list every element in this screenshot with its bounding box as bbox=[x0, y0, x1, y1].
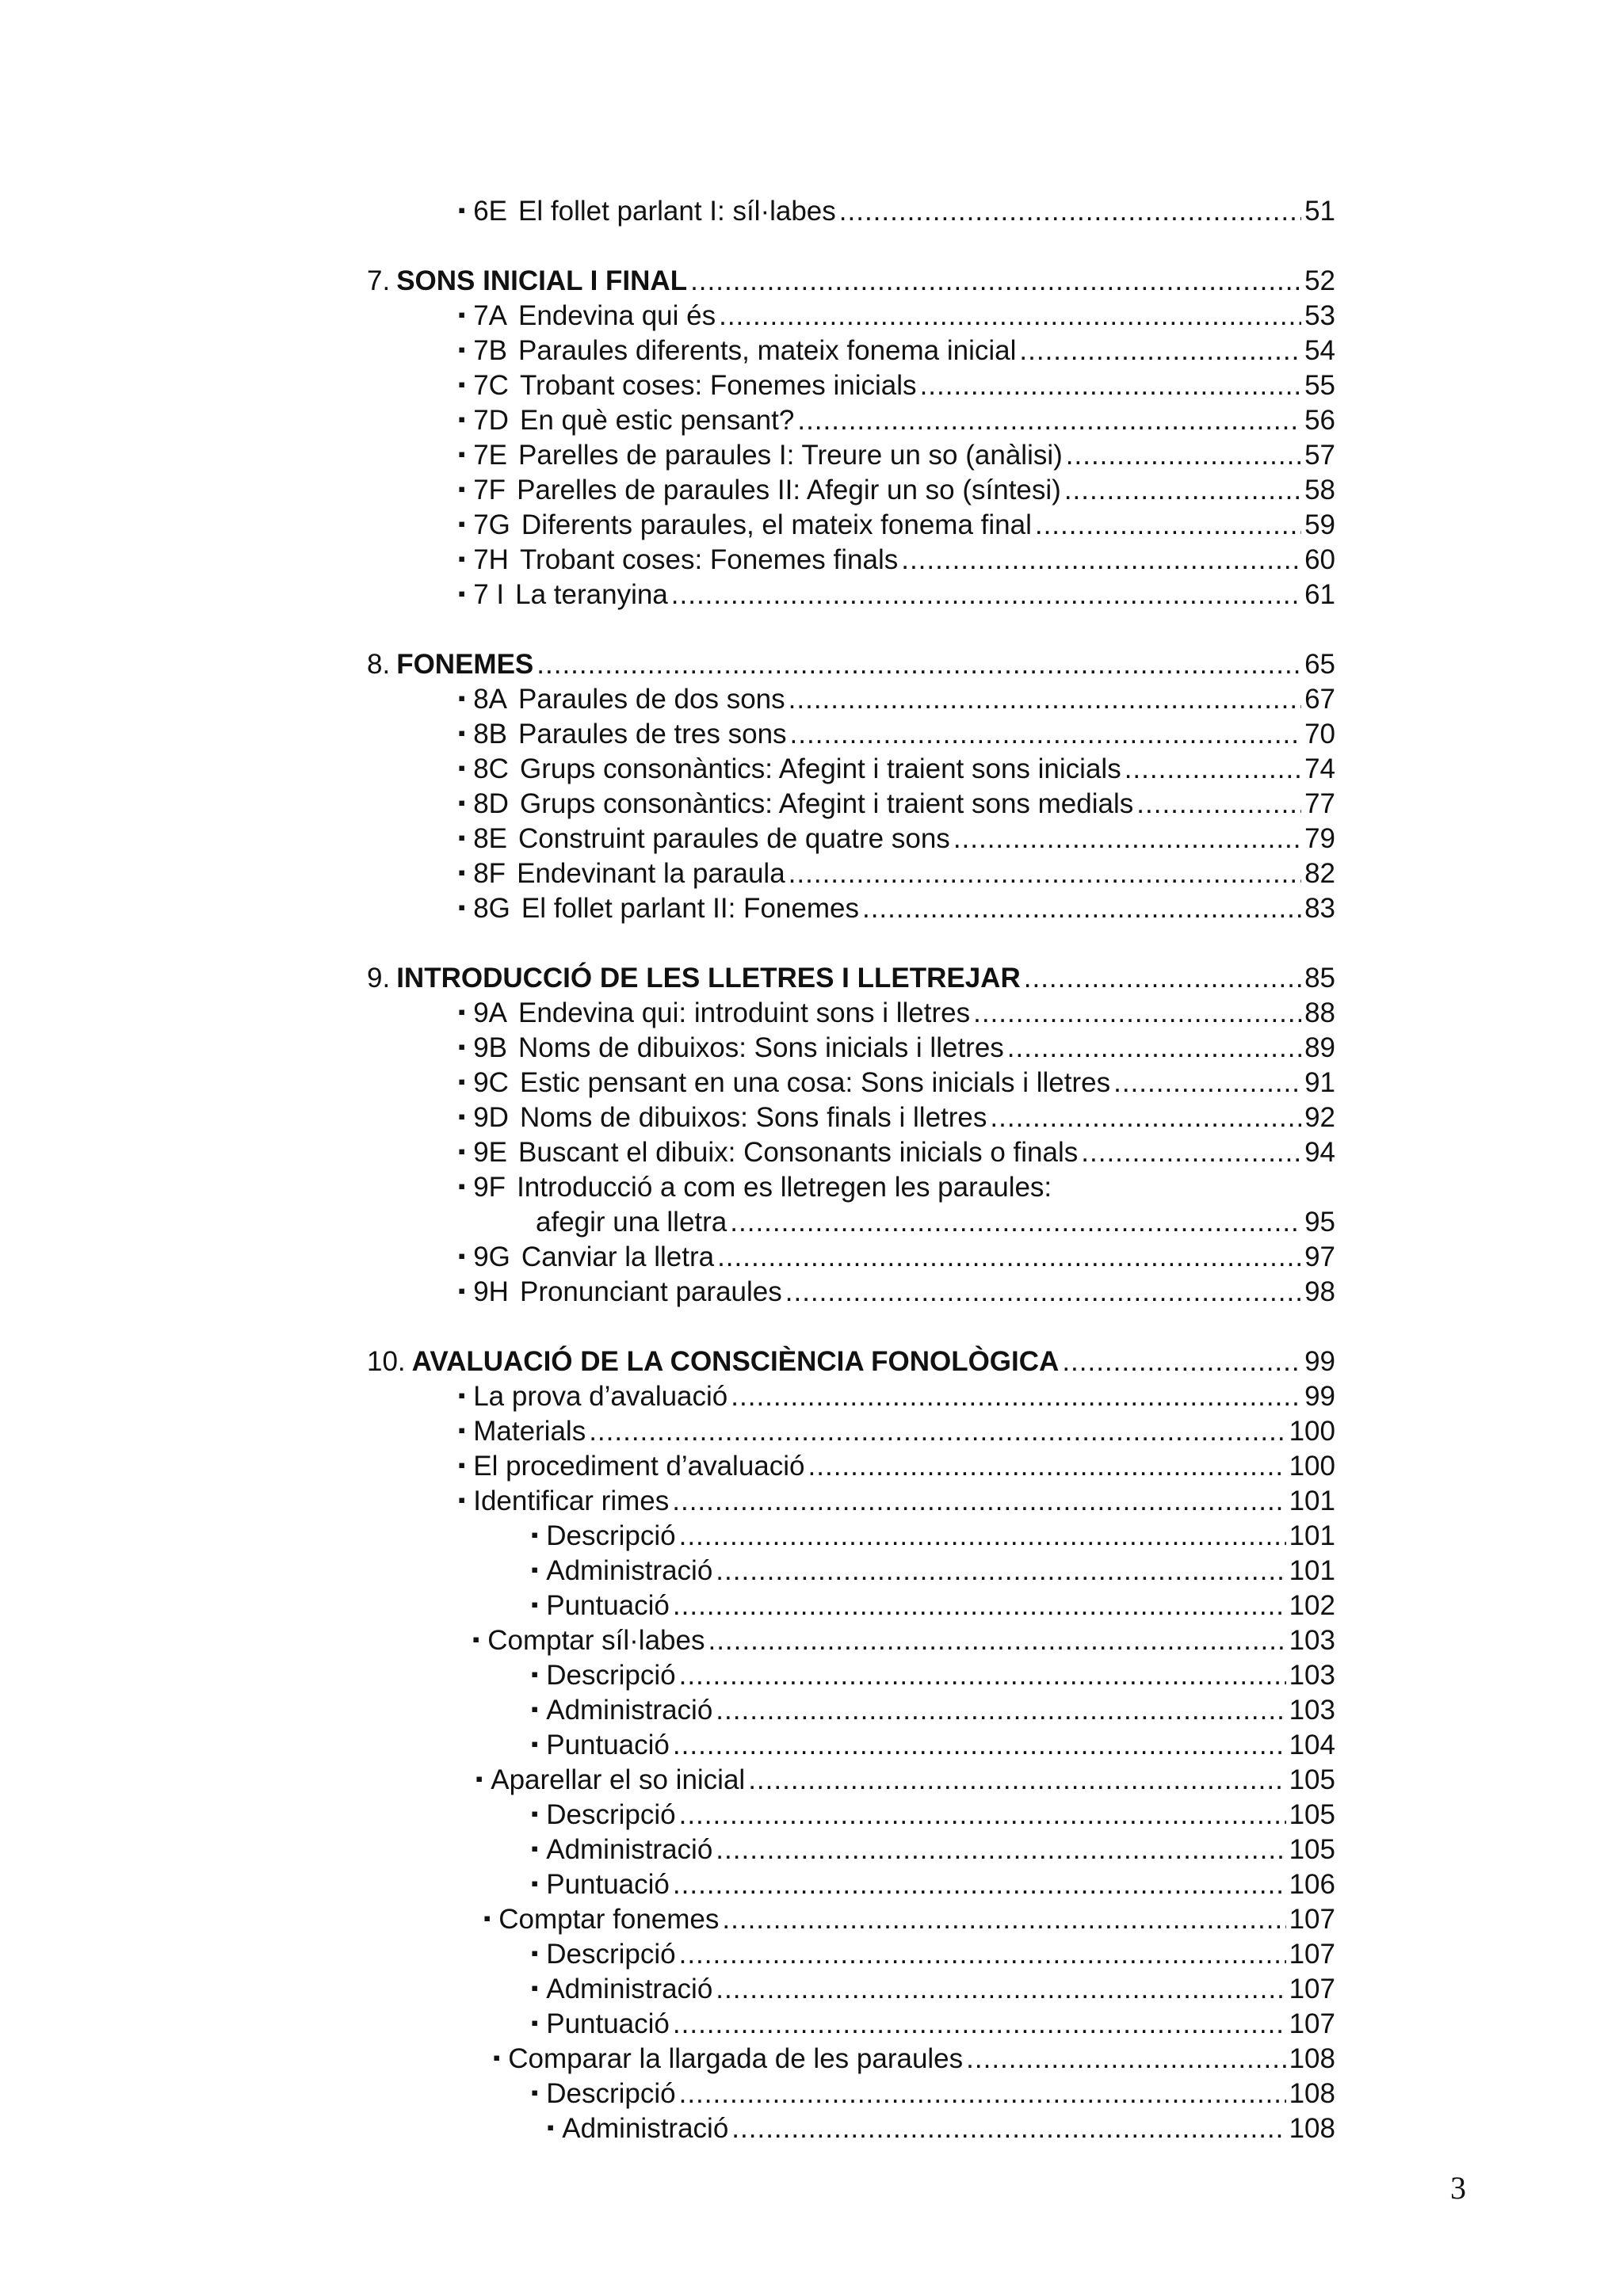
entry-page-number: 92 bbox=[1304, 1102, 1335, 1133]
entry-title: La prova d’avaluació bbox=[473, 1381, 728, 1412]
dot-leader bbox=[1007, 1031, 1301, 1066]
toc-entry bbox=[531, 1937, 1335, 1972]
dot-leader bbox=[901, 543, 1301, 578]
bullet-icon: ▪ bbox=[458, 372, 466, 396]
dot-leader bbox=[1024, 961, 1301, 996]
entry-title: Grups consonàntics: Afegint i traient sons inicials bbox=[519, 753, 1121, 784]
entry-title: afegir una lletra bbox=[536, 1207, 727, 1238]
bullet-icon: ▪ bbox=[531, 1732, 539, 1756]
bullet-icon: ▪ bbox=[531, 1697, 539, 1721]
toc-entry bbox=[458, 1100, 1335, 1135]
entry-title: Puntuació bbox=[546, 1869, 670, 1900]
entry-title: Comptar fonemes bbox=[498, 1904, 720, 1935]
dot-leader bbox=[690, 264, 1301, 299]
bullet-icon: ▪ bbox=[458, 407, 466, 431]
dot-leader bbox=[790, 717, 1302, 752]
entry-title: Diferents paraules, el mateix fonema final bbox=[521, 509, 1032, 540]
toc-entry bbox=[458, 752, 1335, 787]
entry-title: Noms de dibuixos: Sons inicials i lletres bbox=[518, 1032, 1004, 1063]
entry-title: Construint paraules de quatre sons bbox=[518, 823, 950, 854]
entry-title: Endevina qui: introduint sons i lletres bbox=[518, 997, 971, 1028]
toc-chapter bbox=[367, 1344, 1335, 1379]
entry-page-number: 103 bbox=[1289, 1660, 1335, 1691]
entry-title: SONS INICIAL I FINAL bbox=[396, 265, 688, 296]
dot-leader bbox=[708, 1623, 1285, 1658]
dot-leader bbox=[789, 856, 1301, 891]
entry-title: Administració bbox=[546, 1555, 713, 1586]
section-code: 7G bbox=[473, 509, 510, 540]
entry-page-number: 100 bbox=[1289, 1451, 1335, 1482]
entry-title: Materials bbox=[473, 1416, 586, 1447]
entry-title: Descripció bbox=[546, 1939, 676, 1970]
bullet-icon: ▪ bbox=[531, 2011, 539, 2035]
toc-entry bbox=[458, 856, 1335, 891]
entry-title: Descripció bbox=[546, 1799, 676, 1830]
entry-page-number: 107 bbox=[1289, 1939, 1335, 1970]
toc-entry bbox=[458, 717, 1335, 752]
toc-chapter bbox=[367, 264, 1335, 299]
entry-title: Trobant coses: Fonemes finals bbox=[519, 544, 899, 575]
entry-page-number: 105 bbox=[1289, 1764, 1335, 1795]
entry-page-number: 88 bbox=[1304, 997, 1335, 1028]
dot-leader bbox=[920, 368, 1302, 403]
dot-leader bbox=[966, 2042, 1285, 2077]
toc-entry bbox=[531, 1554, 1335, 1589]
toc-entry bbox=[531, 1693, 1335, 1728]
entry-title: Administració bbox=[546, 1834, 713, 1865]
entry-title: Identificar rimes bbox=[473, 1486, 670, 1516]
entry-page-number: 70 bbox=[1304, 719, 1335, 749]
dot-leader bbox=[673, 1589, 1286, 1623]
entry-page-number: 99 bbox=[1304, 1381, 1335, 1412]
section-code: 8A bbox=[473, 684, 508, 715]
section-code: 6E bbox=[473, 196, 508, 227]
bullet-icon: ▪ bbox=[458, 1174, 466, 1198]
entry-title: Noms de dibuixos: Sons finals i lletres bbox=[519, 1102, 987, 1133]
bullet-icon: ▪ bbox=[458, 826, 466, 849]
dot-leader bbox=[537, 647, 1301, 682]
toc-entry bbox=[458, 508, 1335, 543]
toc-entry bbox=[458, 682, 1335, 717]
entry-page-number: 98 bbox=[1304, 1276, 1335, 1307]
dot-leader bbox=[672, 1484, 1285, 1519]
entry-page-number: 101 bbox=[1289, 1520, 1335, 1551]
toc-entry bbox=[531, 1972, 1335, 2007]
dot-leader bbox=[973, 996, 1301, 1031]
dot-leader bbox=[1035, 508, 1301, 543]
entry-page-number: 58 bbox=[1304, 475, 1335, 505]
entry-title: Pronunciant paraules bbox=[519, 1276, 782, 1307]
entry-page-number: 100 bbox=[1289, 1416, 1335, 1447]
section-code: 9A bbox=[473, 997, 508, 1028]
section-code: 7 I bbox=[473, 579, 505, 610]
entry-title: El follet parlant II: Fonemes bbox=[521, 893, 859, 924]
entry-title: Endevina qui és bbox=[518, 300, 716, 331]
entry-title: El follet parlant I: síl·labes bbox=[518, 196, 836, 227]
section-code: 7F bbox=[473, 475, 506, 505]
entry-title: Estic pensant en una cosa: Sons inicials i lletres bbox=[519, 1067, 1111, 1098]
section-code: 8B bbox=[473, 719, 508, 749]
bullet-icon: ▪ bbox=[458, 1488, 466, 1512]
bullet-icon: ▪ bbox=[458, 1383, 466, 1407]
bullet-icon: ▪ bbox=[458, 721, 466, 745]
dot-leader bbox=[731, 2111, 1285, 2146]
entry-page-number: 59 bbox=[1304, 509, 1335, 540]
entry-title: Canviar la lletra bbox=[521, 1241, 715, 1272]
entry-page-number: 57 bbox=[1304, 440, 1335, 471]
entry-page-number: 74 bbox=[1304, 753, 1335, 784]
toc-chapter bbox=[367, 961, 1335, 996]
entry-title: Introducció a com es lletregen les paraules: bbox=[517, 1172, 1052, 1203]
entry-title: Comparar la llargada de les paraules bbox=[508, 2043, 964, 2074]
entry-page-number: 105 bbox=[1289, 1799, 1335, 1830]
dot-leader bbox=[1136, 787, 1301, 822]
toc-entry bbox=[458, 1379, 1335, 1414]
entry-page-number: 53 bbox=[1304, 300, 1335, 331]
entry-page-number: 91 bbox=[1304, 1067, 1335, 1098]
bullet-icon: ▪ bbox=[458, 1035, 466, 1058]
entry-page-number: 102 bbox=[1289, 1590, 1335, 1621]
entry-title: FONEMES bbox=[396, 649, 534, 680]
bullet-icon: ▪ bbox=[531, 1836, 539, 1860]
bullet-icon: ▪ bbox=[475, 1767, 483, 1791]
entry-page-number: 107 bbox=[1289, 1904, 1335, 1935]
dot-leader bbox=[716, 1554, 1285, 1589]
bullet-icon: ▪ bbox=[458, 895, 466, 919]
toc-entry bbox=[531, 1867, 1335, 1902]
dot-leader bbox=[953, 822, 1301, 856]
entry-page-number: 106 bbox=[1289, 1869, 1335, 1900]
dot-leader bbox=[679, 1658, 1286, 1693]
chapter-number: 10. bbox=[367, 1346, 406, 1377]
entry-page-number: 65 bbox=[1304, 649, 1335, 680]
toc-entry bbox=[531, 1658, 1335, 1693]
bullet-icon: ▪ bbox=[458, 1418, 466, 1442]
toc-entry bbox=[531, 1519, 1335, 1554]
section-code: 8F bbox=[473, 858, 506, 889]
entry-title: Paraules de dos sons bbox=[518, 684, 785, 715]
bullet-icon: ▪ bbox=[458, 860, 466, 884]
toc-entry bbox=[458, 368, 1335, 403]
entry-page-number: 56 bbox=[1304, 405, 1335, 436]
dot-leader bbox=[673, 2007, 1286, 2042]
entry-page-number: 61 bbox=[1304, 579, 1335, 610]
entry-page-number: 97 bbox=[1304, 1241, 1335, 1272]
section-code: 7A bbox=[473, 300, 508, 331]
entry-title: Buscant el dibuix: Consonants inicials o finals bbox=[518, 1137, 1079, 1168]
section-code: 9E bbox=[473, 1137, 508, 1168]
bullet-icon: ▪ bbox=[458, 791, 466, 814]
bullet-icon: ▪ bbox=[531, 1802, 539, 1825]
bullet-icon: ▪ bbox=[458, 198, 466, 222]
dot-leader bbox=[679, 1798, 1286, 1833]
toc-entry bbox=[458, 1066, 1335, 1100]
bullet-icon: ▪ bbox=[531, 1558, 539, 1581]
dot-leader bbox=[1125, 752, 1301, 787]
bullet-icon: ▪ bbox=[458, 303, 466, 326]
toc-entry bbox=[458, 194, 1335, 229]
dot-leader bbox=[716, 1693, 1285, 1728]
entry-page-number: 89 bbox=[1304, 1032, 1335, 1063]
section-code: 9B bbox=[473, 1032, 508, 1063]
entry-title: Grups consonàntics: Afegint i traient sons medials bbox=[519, 788, 1134, 819]
dot-leader bbox=[717, 1240, 1301, 1275]
bullet-icon: ▪ bbox=[458, 1453, 466, 1477]
entry-title: Puntuació bbox=[546, 1590, 670, 1621]
section-code: 7D bbox=[473, 405, 509, 436]
toc-entry bbox=[458, 1449, 1335, 1484]
bullet-icon: ▪ bbox=[472, 1627, 480, 1651]
entry-title: AVALUACIÓ DE LA CONSCIÈNCIA FONOLÒGICA bbox=[411, 1346, 1060, 1377]
toc-entry bbox=[458, 403, 1335, 438]
section-code: 7B bbox=[473, 335, 508, 366]
bullet-icon: ▪ bbox=[483, 1906, 491, 1930]
toc-entry bbox=[483, 1902, 1335, 1937]
bullet-icon: ▪ bbox=[531, 1976, 539, 2000]
dot-leader bbox=[719, 299, 1301, 334]
bullet-icon: ▪ bbox=[493, 2046, 501, 2069]
entry-page-number: 107 bbox=[1289, 2008, 1335, 2039]
dot-leader bbox=[671, 578, 1301, 612]
entry-page-number: 85 bbox=[1304, 963, 1335, 994]
dot-leader bbox=[1062, 1344, 1301, 1379]
dot-leader bbox=[731, 1379, 1301, 1414]
section-code: 7E bbox=[473, 440, 508, 471]
entry-page-number: 54 bbox=[1304, 335, 1335, 366]
section-code: 8G bbox=[473, 893, 510, 924]
chapter-number: 9. bbox=[367, 963, 391, 994]
bullet-icon: ▪ bbox=[458, 1244, 466, 1268]
entry-page-number: 108 bbox=[1289, 2113, 1335, 2144]
section-code: 7H bbox=[473, 544, 509, 575]
dot-leader bbox=[673, 1867, 1286, 1902]
toc-entry bbox=[475, 1763, 1335, 1798]
bullet-icon: ▪ bbox=[458, 1139, 466, 1163]
toc-entry bbox=[458, 822, 1335, 856]
bullet-icon: ▪ bbox=[531, 1941, 539, 1965]
entry-page-number: 107 bbox=[1289, 1974, 1335, 2004]
chapter-number: 8. bbox=[367, 649, 391, 680]
section-code: 8C bbox=[473, 753, 509, 784]
toc-chapter bbox=[367, 647, 1335, 682]
toc-entry bbox=[531, 2077, 1335, 2111]
dot-leader bbox=[1019, 334, 1301, 368]
toc-entry bbox=[472, 1623, 1335, 1658]
entry-title: Aparellar el so inicial bbox=[491, 1764, 746, 1795]
section-code: 9D bbox=[473, 1102, 509, 1133]
section-code: 9G bbox=[473, 1241, 510, 1272]
dot-leader bbox=[789, 682, 1301, 717]
dot-leader bbox=[797, 403, 1301, 438]
dot-leader bbox=[748, 1763, 1285, 1798]
dot-leader bbox=[808, 1449, 1286, 1484]
dot-leader bbox=[716, 1833, 1285, 1867]
toc-entry bbox=[458, 1484, 1335, 1519]
entry-title: Administració bbox=[546, 1974, 713, 2004]
toc-entry bbox=[493, 2042, 1335, 2077]
toc-entry bbox=[458, 473, 1335, 508]
section-code: 8D bbox=[473, 788, 509, 819]
entry-page-number: 55 bbox=[1304, 370, 1335, 401]
dot-leader bbox=[1113, 1066, 1301, 1100]
entry-page-number: 67 bbox=[1304, 684, 1335, 715]
dot-leader bbox=[1066, 438, 1301, 473]
toc-entry bbox=[531, 2007, 1335, 2042]
entry-title: Paraules de tres sons bbox=[518, 719, 787, 749]
entry-page-number: 108 bbox=[1289, 2078, 1335, 2109]
dot-leader bbox=[990, 1100, 1301, 1135]
toc-entry bbox=[458, 438, 1335, 473]
bullet-icon: ▪ bbox=[458, 338, 466, 361]
toc-entry bbox=[531, 1833, 1335, 1867]
bullet-icon: ▪ bbox=[458, 477, 466, 501]
toc-entry bbox=[458, 1031, 1335, 1066]
entry-title: El procediment d’avaluació bbox=[473, 1451, 805, 1482]
section-code: 9C bbox=[473, 1067, 509, 1098]
dot-leader bbox=[862, 891, 1301, 926]
section-code: 8E bbox=[473, 823, 508, 854]
toc-entry bbox=[458, 996, 1335, 1031]
bullet-icon: ▪ bbox=[458, 442, 466, 466]
entry-title: Puntuació bbox=[546, 1730, 670, 1760]
toc-entry bbox=[458, 578, 1335, 612]
section-code: 9H bbox=[473, 1276, 509, 1307]
toc-entry bbox=[536, 1205, 1335, 1240]
toc-entry bbox=[531, 1798, 1335, 1833]
dot-leader bbox=[679, 2077, 1286, 2111]
entry-page-number: 99 bbox=[1304, 1346, 1335, 1377]
bullet-icon: ▪ bbox=[458, 1070, 466, 1093]
page-number: 3 bbox=[1450, 2170, 1466, 2206]
bullet-icon: ▪ bbox=[531, 2081, 539, 2104]
section-code: 9F bbox=[473, 1172, 506, 1203]
entry-title: Comptar síl·labes bbox=[487, 1625, 705, 1656]
dot-leader bbox=[679, 1937, 1286, 1972]
entry-title: Administració bbox=[562, 2113, 729, 2144]
entry-page-number: 60 bbox=[1304, 544, 1335, 575]
dot-leader bbox=[730, 1205, 1301, 1240]
dot-leader bbox=[673, 1728, 1286, 1763]
entry-title: Trobant coses: Fonemes inicials bbox=[519, 370, 917, 401]
entry-title: Descripció bbox=[546, 1660, 676, 1691]
dot-leader bbox=[716, 1972, 1285, 2007]
dot-leader bbox=[589, 1414, 1285, 1449]
dot-leader bbox=[839, 194, 1301, 229]
toc-entry bbox=[547, 2111, 1335, 2146]
toc-entry bbox=[458, 1170, 1335, 1205]
entry-title: Parelles de paraules II: Afegir un so (síntesi) bbox=[517, 475, 1061, 505]
chapter-number: 7. bbox=[367, 265, 391, 296]
entry-title: INTRODUCCIÓ DE LES LLETRES I LLETREJAR bbox=[396, 963, 1021, 994]
entry-page-number: 101 bbox=[1289, 1486, 1335, 1516]
entry-page-number: 103 bbox=[1289, 1695, 1335, 1726]
bullet-icon: ▪ bbox=[458, 756, 466, 780]
bullet-icon: ▪ bbox=[531, 1871, 539, 1895]
entry-page-number: 104 bbox=[1289, 1730, 1335, 1760]
entry-title: Puntuació bbox=[546, 2008, 670, 2039]
bullet-icon: ▪ bbox=[531, 1662, 539, 1686]
dot-leader bbox=[679, 1519, 1286, 1554]
dot-leader bbox=[722, 1902, 1285, 1937]
entry-page-number: 79 bbox=[1304, 823, 1335, 854]
entry-page-number: 105 bbox=[1289, 1834, 1335, 1865]
bullet-icon: ▪ bbox=[458, 547, 466, 570]
entry-title: Descripció bbox=[546, 2078, 676, 2109]
bullet-icon: ▪ bbox=[458, 686, 466, 710]
bullet-icon: ▪ bbox=[531, 1592, 539, 1616]
entry-page-number: 108 bbox=[1289, 2043, 1335, 2074]
entry-page-number: 103 bbox=[1289, 1625, 1335, 1656]
toc-entry bbox=[458, 299, 1335, 334]
entry-page-number: 82 bbox=[1304, 858, 1335, 889]
bullet-icon: ▪ bbox=[531, 1523, 539, 1547]
dot-leader bbox=[785, 1275, 1301, 1310]
entry-page-number: 95 bbox=[1304, 1207, 1335, 1238]
entry-page-number: 101 bbox=[1289, 1555, 1335, 1586]
entry-page-number: 77 bbox=[1304, 788, 1335, 819]
toc-entry bbox=[458, 1275, 1335, 1310]
entry-page-number: 94 bbox=[1304, 1137, 1335, 1168]
bullet-icon: ▪ bbox=[458, 512, 466, 536]
toc-entry bbox=[458, 1240, 1335, 1275]
toc-entry bbox=[458, 334, 1335, 368]
toc-entry bbox=[458, 1414, 1335, 1449]
entry-title: Parelles de paraules I: Treure un so (anàlisi) bbox=[518, 440, 1063, 471]
entry-title: En què estic pensant? bbox=[519, 405, 795, 436]
entry-title: La teranyina bbox=[515, 579, 668, 610]
bullet-icon: ▪ bbox=[458, 1000, 466, 1024]
entry-title: Paraules diferents, mateix fonema inicial bbox=[518, 335, 1017, 366]
entry-page-number: 51 bbox=[1304, 196, 1335, 227]
entry-title: Administració bbox=[546, 1695, 713, 1726]
toc-entry bbox=[531, 1589, 1335, 1623]
entry-title: Descripció bbox=[546, 1520, 676, 1551]
bullet-icon: ▪ bbox=[458, 1279, 466, 1302]
toc-entry bbox=[458, 787, 1335, 822]
entry-page-number: 52 bbox=[1304, 265, 1335, 296]
bullet-icon: ▪ bbox=[458, 1104, 466, 1128]
dot-leader bbox=[1064, 473, 1301, 508]
bullet-icon: ▪ bbox=[547, 2115, 555, 2139]
section-code: 7C bbox=[473, 370, 509, 401]
dot-leader bbox=[1081, 1135, 1301, 1170]
toc-entry bbox=[458, 543, 1335, 578]
toc-entry bbox=[531, 1728, 1335, 1763]
entry-page-number: 83 bbox=[1304, 893, 1335, 924]
toc-entry bbox=[458, 891, 1335, 926]
bullet-icon: ▪ bbox=[458, 582, 466, 605]
toc-entry bbox=[458, 1135, 1335, 1170]
entry-title: Endevinant la paraula bbox=[517, 858, 785, 889]
